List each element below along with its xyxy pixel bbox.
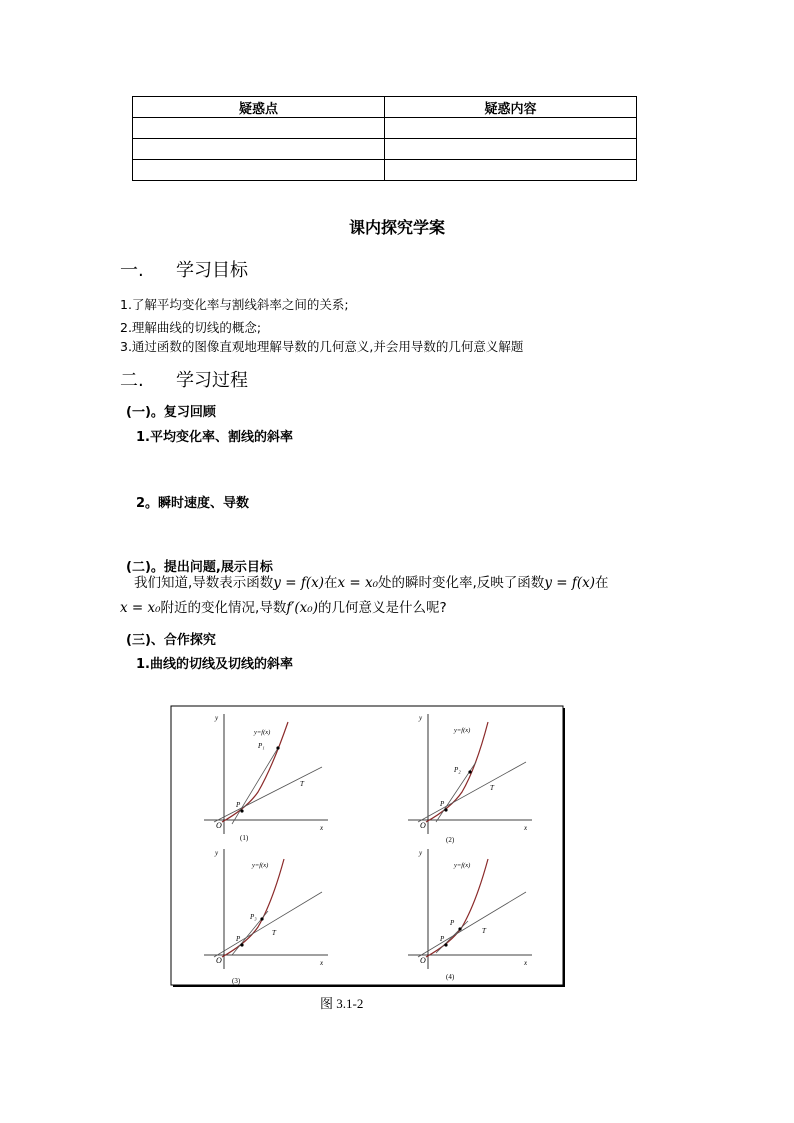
part-label-review: (一)。复习回顾 bbox=[126, 405, 216, 420]
point-p bbox=[240, 809, 243, 812]
page-title: 课内探究学案 bbox=[348, 218, 445, 237]
table-header: 疑惑内容 bbox=[385, 97, 637, 118]
section-number: 二. bbox=[120, 370, 144, 391]
table-row bbox=[133, 139, 637, 160]
point-p bbox=[444, 808, 447, 811]
goal-item: 3.通过函数的图像直观地理解导数的几何意义,并会用导数的几何意义解题 bbox=[120, 339, 524, 354]
tangent-label: T bbox=[272, 929, 276, 937]
tangent-label: T bbox=[300, 780, 304, 788]
tangent-label: T bbox=[482, 927, 486, 935]
table-cell[interactable] bbox=[133, 139, 385, 160]
point-p3 bbox=[260, 917, 263, 920]
part-label-explore: (三)、合作探究 bbox=[126, 633, 216, 648]
review-item: 1.平均变化率、割线的斜率 bbox=[136, 430, 293, 445]
goal-item: 1.了解平均变化率与割线斜率之间的关系; bbox=[120, 297, 349, 312]
point-label: P₂ bbox=[454, 766, 461, 774]
point-label: P₁ bbox=[258, 742, 265, 750]
point-p bbox=[240, 943, 243, 946]
x-axis-label: x bbox=[320, 824, 324, 832]
point-p2 bbox=[468, 770, 471, 773]
table-cell[interactable] bbox=[385, 160, 637, 181]
goal-item: 2.理解曲线的切线的概念; bbox=[120, 320, 262, 335]
table-cell[interactable] bbox=[385, 139, 637, 160]
x-axis-label: x bbox=[524, 824, 528, 832]
point-label: P bbox=[440, 935, 445, 943]
origin-label: O bbox=[216, 956, 222, 965]
section-number: 一. bbox=[120, 260, 144, 281]
part-label-question: (二)。提出问题,展示目标 bbox=[126, 560, 273, 575]
panel-label: (4) bbox=[446, 973, 455, 981]
explore-item: 1.曲线的切线及切线的斜率 bbox=[136, 657, 293, 672]
section-heading-goals bbox=[120, 256, 248, 282]
curve-label: y=f(x) bbox=[454, 862, 471, 869]
tangent-figure bbox=[170, 705, 566, 987]
x-axis-label: x bbox=[524, 959, 528, 967]
point-p4 bbox=[458, 927, 461, 930]
y-axis-label: y bbox=[419, 714, 423, 722]
review-item: 2。瞬时速度、导数 bbox=[136, 496, 250, 511]
math-expression: f′(x₀) bbox=[286, 600, 318, 616]
origin-label: O bbox=[420, 956, 426, 965]
section-heading-process bbox=[120, 366, 248, 392]
origin-label: O bbox=[216, 821, 222, 830]
math-expression: y = f(x) bbox=[544, 575, 595, 591]
y-axis-label: y bbox=[215, 849, 219, 857]
doubt-table bbox=[132, 96, 637, 181]
x-axis-label: x bbox=[320, 959, 324, 967]
tangent-label: T bbox=[490, 784, 494, 792]
math-expression: x = x₀ bbox=[120, 600, 161, 616]
point-p1 bbox=[276, 746, 279, 749]
curve-label: y=f(x) bbox=[454, 727, 471, 734]
panel-label: (2) bbox=[446, 836, 455, 844]
table-row bbox=[133, 118, 637, 139]
figure-caption: 图 3.1-2 bbox=[320, 996, 364, 1011]
point-p bbox=[444, 943, 447, 946]
y-axis-label: y bbox=[419, 849, 423, 857]
curve-label: y=f(x) bbox=[252, 862, 269, 869]
point-label: P bbox=[236, 935, 241, 943]
table-header: 疑惑点 bbox=[133, 97, 385, 118]
point-label: P₃ bbox=[250, 913, 257, 921]
table-cell[interactable] bbox=[133, 160, 385, 181]
table-cell[interactable] bbox=[133, 118, 385, 139]
curve-label: y=f(x) bbox=[254, 729, 271, 736]
origin-label: O bbox=[420, 821, 426, 830]
panel-label: (1) bbox=[240, 834, 249, 842]
math-expression: y = f(x) bbox=[273, 575, 324, 591]
point-label: P bbox=[236, 801, 241, 809]
section-title: 学习过程 bbox=[176, 370, 248, 391]
table-cell[interactable] bbox=[385, 118, 637, 139]
section-title: 学习目标 bbox=[176, 260, 248, 281]
math-expression: x = x₀ bbox=[337, 575, 379, 591]
table-row bbox=[133, 160, 637, 181]
question-paragraph: 我们知道,导数表示函数y = f(x)在x = x₀处的瞬时变化率,反映了函数y = f(x)在 x = x₀附近的变化情况,导数f′(x₀)的几何意义是什么呢? bbox=[120, 575, 609, 616]
panel-label: (3) bbox=[232, 977, 241, 985]
point-label: P bbox=[450, 919, 455, 927]
y-axis-label: y bbox=[215, 714, 219, 722]
point-label: P bbox=[440, 800, 445, 808]
